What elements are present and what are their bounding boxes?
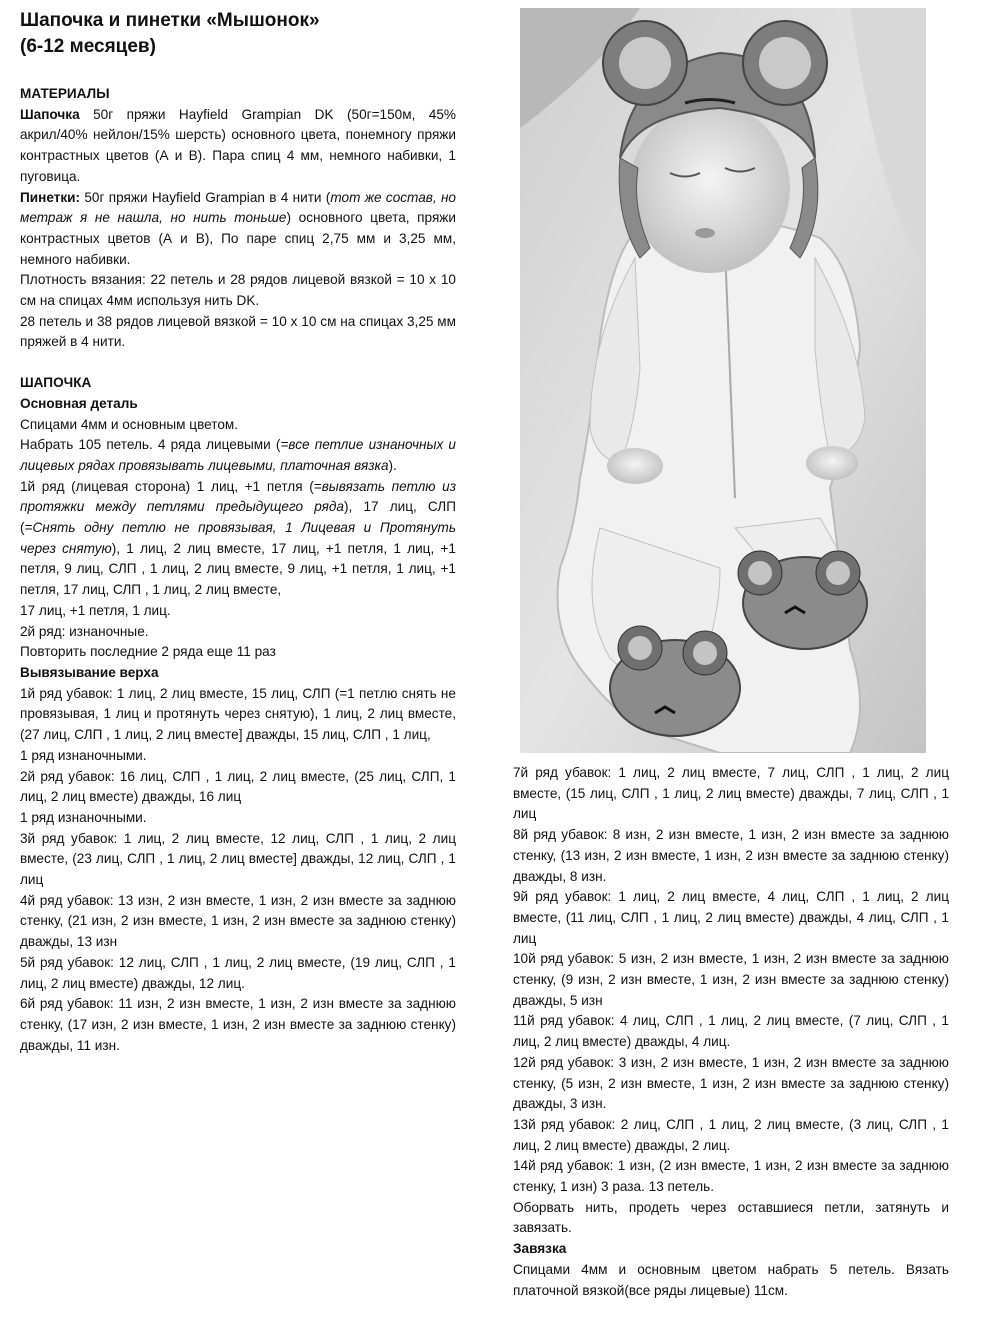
top-heading: Вывязывание верха xyxy=(20,664,159,680)
title-line-1: Шапочка и пинетки «Мышонок» xyxy=(20,10,320,31)
materials-booties xyxy=(20,188,456,271)
cast-on-end: ). xyxy=(388,457,397,473)
bootie-ear-inner xyxy=(628,636,652,660)
baby-photo xyxy=(520,8,926,753)
row-1 xyxy=(20,477,456,601)
row1-a: 1й ряд (лицевая сторона) 1 лиц, +1 петля ( xyxy=(20,478,314,494)
finish-text: Оборвать нить, продеть через оставшиеся петли, затянуть и завязать. xyxy=(513,1199,949,1236)
row1-c: ), 1 лиц, 2 лиц вместе, 17 лиц, +1 петля, 1 лиц, +1 петля, 9 лиц, СЛП , 1 лиц, 2 лиц вместе, 9 лиц, +1 петля, 1 лиц, +1 петля, 17 лиц, СЛП , 1 лиц, 2 лиц вместе, xyxy=(20,540,456,598)
cast-on xyxy=(20,435,456,476)
baby-mouth xyxy=(695,228,715,238)
top-row-1-purl: 1 ряд изнаночными. xyxy=(20,747,147,763)
row-11: 11й ряд убавок: 4 лиц, СЛП , 1 лиц, 2 лиц вместе, (7 лиц, СЛП , 1 лиц, 2 лиц вместе) дважды, 4 лиц. xyxy=(513,1013,949,1050)
row-12: 12й ряд убавок: 3 изн, 2 изн вместе, 1 изн, 2 изн вместе за заднюю стенку, (5 изн, 2 изн вместе, 1 изн, 2 изн вместе за заднюю стенку) дважды, 3 изн. xyxy=(513,1054,949,1112)
tie-heading: Завязка xyxy=(513,1241,567,1257)
left-column xyxy=(20,84,456,1056)
density-1: Плотность вязания: 22 петель и 28 рядов лицевой вязкой = 10 х 10 см на спицах 4мм используя нить DK. xyxy=(20,272,456,309)
hat-text: 50г пряжи Hayfield Grampian DK (50г=150м, 45% акрил/40% нейлон/15% шерсть) основного цвета, понемногу пряжи контрастных цветов (А и В). Пара спиц 4 мм, немного набивки, 1 пуговица. xyxy=(20,106,456,184)
top-row-4: 4й ряд убавок: 13 изн, 2 изн вместе, 1 изн, 2 изн вместе за заднюю стенку, (21 изн, 2 изн вместе, 1 изн, 2 изн вместе за заднюю стенку) дважды, 13 изн xyxy=(20,892,456,950)
right-hand xyxy=(806,446,858,480)
cast-on-italic: =все петлие изнаночных и лицевых рядах провязывать лицевыми, платочная вязка xyxy=(20,437,456,473)
main-part-heading: Основная деталь xyxy=(20,395,138,411)
row-7: 7й ряд убавок: 1 лиц, 2 лиц вместе, 7 лиц, СЛП , 1 лиц, 2 лиц вместе, (15 лиц, СЛП , 1 лиц, 2 лиц вместе) дважды, 7 лиц, СЛП , 1 лиц xyxy=(513,765,949,822)
row-13: 13й ряд убавок: 2 лиц, СЛП , 1 лиц, 2 лиц вместе, (3 лиц, СЛП , 1 лиц, 2 лиц вместе) дважды, 2 лиц. xyxy=(513,1116,949,1153)
baby-photo-svg xyxy=(520,8,926,753)
top-row-2-purl: 1 ряд изнаночными. xyxy=(20,809,147,825)
row-2: 2й ряд: изнаночные. xyxy=(20,623,149,639)
row-14: 14й ряд убавок: 1 изн, (2 изн вместе, 1 изн, 2 изн вместе за заднюю стенку, 1 изн) 3 раза. 13 петель. xyxy=(513,1158,949,1195)
baby-face xyxy=(630,103,790,273)
bootie-ear-inner xyxy=(693,641,717,665)
row-9: 9й ряд убавок: 1 лиц, 2 лиц вместе, 4 лиц, СЛП , 1 лиц, 2 лиц вместе, (11 лиц, СЛП , 1 лиц, 2 лиц вместе) дважды, 4 лиц, СЛП , 1 лиц xyxy=(513,889,949,946)
top-row-6: 6й ряд убавок: 11 изн, 2 изн вместе, 1 изн, 2 изн вместе за заднюю стенку, (17 изн, 2 изн вместе, 1 изн, 2 изн вместе за заднюю стенку) дважды, 11 изн. xyxy=(20,996,456,1053)
cast-on-text: Набрать 105 петель. 4 ряда лицевыми ( xyxy=(20,437,281,453)
hat-ear-inner xyxy=(759,37,811,89)
materials-hat xyxy=(20,105,456,188)
tie-text: Спицами 4мм и основным цветом набрать 5 петель. Вязать платочной вязкой(все ряды лицевые) 11см. xyxy=(513,1261,949,1298)
booties-italic: тот же состав, но метраж я не нашла, но нить тоньше xyxy=(20,189,456,226)
bootie-ear-inner xyxy=(826,561,850,585)
materials-heading: МАТЕРИАЛЫ xyxy=(20,86,110,101)
page-title xyxy=(20,8,510,60)
hat-ear-inner xyxy=(619,37,671,89)
top-row-1: 1й ряд убавок: 1 лиц, 2 лиц вместе, 15 лиц, СЛП (=1 петлю снять не провязывая, 1 лиц и протянуть через снятую), 1 лиц, 2 лиц вместе, (27 лиц, СЛП , 1 лиц, 2 лиц вместе] дважды, 15 лиц, СЛП , 1 лиц, xyxy=(20,685,456,743)
needles-text: Спицами 4мм и основным цветом. xyxy=(20,416,238,432)
booties-label: Пинетки: xyxy=(20,189,81,205)
hat-heading: ШАПОЧКА xyxy=(20,375,92,391)
row1-italic-2: =Снять одну петлю не провязывая, 1 Лицевая и Протянуть через снятую xyxy=(20,520,456,556)
row-10: 10й ряд убавок: 5 изн, 2 изн вместе, 1 изн, 2 изн вместе за заднюю стенку, (9 изн, 2 изн вместе, 1 изн, 2 изн вместе за заднюю стенку) дважды, 5 изн xyxy=(513,951,949,1008)
title-line-2: (6-12 месяцев) xyxy=(20,36,156,57)
density-2: 28 петель и 38 рядов лицевой вязкой = 10 х 10 см на спицах 3,25 мм пряжей в 4 нити. xyxy=(20,313,456,350)
left-hand xyxy=(607,448,663,484)
top-row-2: 2й ряд убавок: 16 лиц, СЛП , 1 лиц, 2 лиц вместе, (25 лиц, СЛП, 1 лиц, 2 лиц вместе) дважды, 16 лиц xyxy=(20,768,456,805)
row-8: 8й ряд убавок: 8 изн, 2 изн вместе, 1 изн, 2 изн вместе за заднюю стенку, (13 изн, 2 изн вместе, 1 изн, 2 изн вместе за заднюю стенку) дважды, 8 изн. xyxy=(513,827,949,884)
top-row-5: 5й ряд убавок: 12 лиц, СЛП , 1 лиц, 2 лиц вместе, (19 лиц, СЛП , 1 лиц, 2 лиц вместе) дважды, 12 лиц. xyxy=(20,954,456,991)
booties-text-2: ) основного цвета, пряжи контрастных цветов (А и В), По паре спиц 2,75 мм и 3,25 мм, немного набивки. xyxy=(20,210,456,267)
row1-b: ), 17 лиц, СЛП ( xyxy=(20,499,456,536)
hat-label: Шапочка xyxy=(20,106,80,122)
bootie-ear-inner xyxy=(748,561,772,585)
row1-italic-1: =вывязать петлю из протяжки между петлями предыдущего ряда xyxy=(20,478,457,515)
right-column xyxy=(513,763,949,1301)
row-1-end: 17 лиц, +1 петля, 1 лиц. xyxy=(20,602,171,618)
top-row-3: 3й ряд убавок: 1 лиц, 2 лиц вместе, 12 лиц, СЛП , 1 лиц, 2 лиц вместе, (23 лиц, СЛП , 1 лиц, 2 лиц вместе] дважды, 12 лиц, СЛП , 1 лиц xyxy=(20,830,456,888)
repeat-text: Повторить последние 2 ряда еще 11 раз xyxy=(20,644,276,660)
booties-text-1: 50г пряжи Hayfield Grampian в 4 нити ( xyxy=(80,189,331,205)
